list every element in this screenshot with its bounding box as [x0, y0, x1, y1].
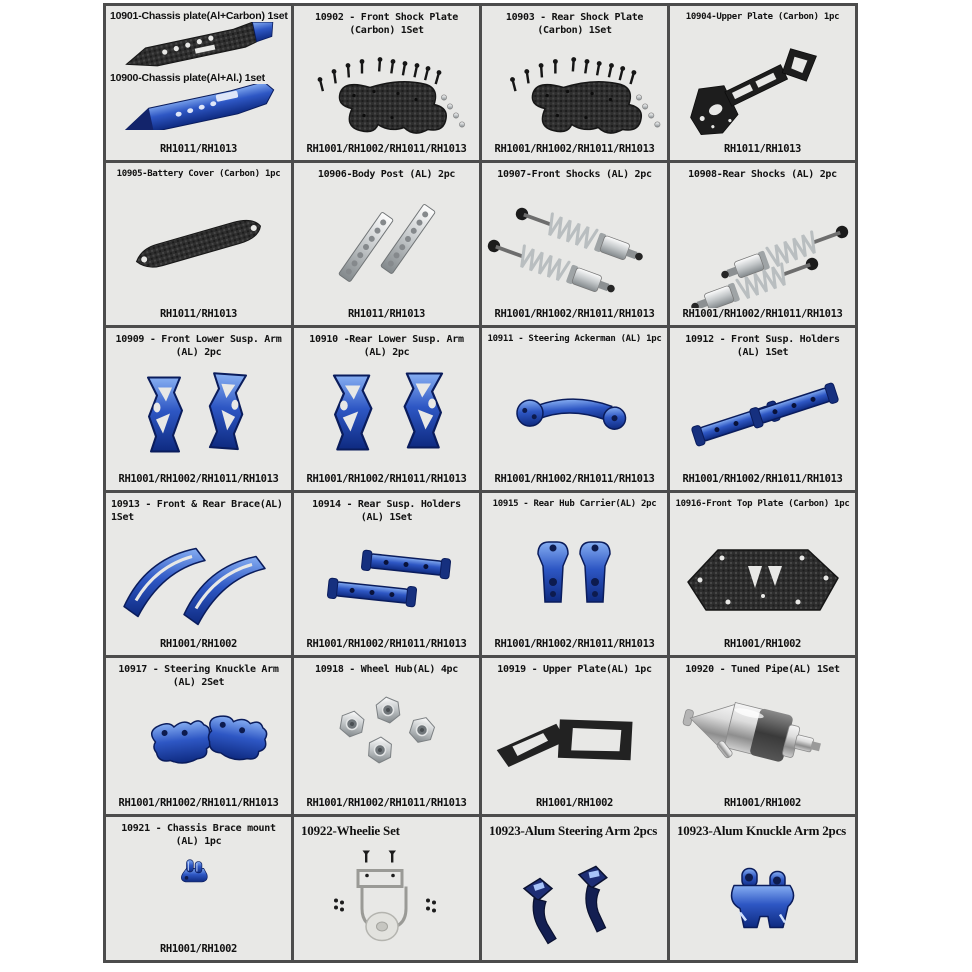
upper-plate-carbon-image [670, 24, 855, 143]
tuned-pipe-image [670, 676, 855, 797]
compat-code: RH1001/RH1002 [724, 797, 801, 809]
part-cell-10912 [670, 328, 855, 490]
chassis-plate-carbon-image [106, 22, 291, 68]
part-cell-10910 [294, 328, 479, 490]
compat-code: RH1001/RH1002/RH1011/RH1013 [306, 143, 467, 155]
compat-code: RH1001/RH1002/RH1011/RH1013 [682, 308, 843, 320]
part-title: 10914 - Rear Susp. Holders (AL) 1Set [312, 499, 461, 523]
part-title: 10911 - Steering Ackerman (AL) 1pc [487, 334, 662, 344]
compat-code: RH1001/RH1002 [160, 943, 237, 955]
compat-code: RH1001/RH1002 [724, 638, 801, 650]
alum-knuckle-arms-image [670, 839, 855, 960]
front-shock-plate-image [294, 37, 479, 143]
part-title: 10913 - Front & Rear Brace(AL) 1Set [111, 499, 283, 523]
part-title: 10910 -Rear Lower Susp. Arm (AL) 2pc [309, 334, 464, 358]
compat-code: RH1001/RH1002/RH1011/RH1013 [118, 797, 279, 809]
compat-code: RH1001/RH1002/RH1011/RH1013 [494, 308, 655, 320]
part-title: 10903 - Rear Shock Plate (Carbon) 1Set [505, 12, 644, 36]
part-title: 10904-Upper Plate (Carbon) 1pc [685, 12, 840, 22]
part-title: 10919 - Upper Plate(AL) 1pc [497, 664, 652, 675]
part-cell-10914 [294, 493, 479, 655]
part-cell-10917 [106, 658, 291, 814]
compat-code: RH1011/RH1013 [160, 143, 237, 155]
compat-code: RH1001/RH1002/RH1011/RH1013 [682, 473, 843, 485]
rear-susp-holders-image [294, 524, 479, 638]
part-cell-10920 [670, 658, 855, 814]
compat-code: RH1001/RH1002/RH1011/RH1013 [494, 638, 655, 650]
part-cell-10906 [294, 163, 479, 325]
part-title: 10912 - Front Susp. Holders (AL) 1Set [685, 334, 840, 358]
part-cell-10902 [294, 6, 479, 160]
body-posts-image [294, 181, 479, 308]
part-title: 10922-Wheelie Set [301, 823, 400, 838]
chassis-brace-mount-image [106, 848, 291, 896]
front-rear-braces-image [106, 524, 291, 638]
part-title: 10907-Front Shocks (AL) 2pc [497, 169, 652, 180]
part-cell-10916 [670, 493, 855, 655]
compat-code: RH1001/RH1002/RH1011/RH1013 [306, 638, 467, 650]
part-cell-10905 [106, 163, 291, 325]
part-cell-10922 [294, 817, 479, 960]
part-cell-10919 [482, 658, 667, 814]
part-cell-10909 [106, 328, 291, 490]
compat-code: RH1001/RH1002/RH1011/RH1013 [118, 473, 279, 485]
rear-lower-susp-arms-image [294, 359, 479, 473]
compat-code: RH1001/RH1002 [536, 797, 613, 809]
wheel-hubs-image [294, 676, 479, 797]
rear-shocks-image [670, 181, 855, 308]
compat-code: RH1011/RH1013 [724, 143, 801, 155]
part-title: 10900-Chassis plate(Al+Al.) 1set [110, 72, 265, 84]
part-title: 10923-Alum Knuckle Arm 2pcs [677, 823, 847, 838]
steering-ackerman-image [482, 346, 667, 473]
part-cell-10908 [670, 163, 855, 325]
rear-hub-carriers-image [482, 511, 667, 638]
compat-code: RH1001/RH1002/RH1011/RH1013 [306, 797, 467, 809]
part-title: 10915 - Rear Hub Carrier(AL) 2pc [492, 499, 657, 509]
front-shocks-image [482, 181, 667, 308]
alum-steering-arms-image [482, 839, 667, 960]
part-cell-10904 [670, 6, 855, 160]
compat-code: RH1011/RH1013 [160, 308, 237, 320]
front-top-plate-image [670, 511, 855, 638]
part-title: 10901-Chassis plate(Al+Carbon) 1set [110, 10, 288, 22]
part-title: 10923-Alum Steering Arm 2pcs [489, 823, 658, 838]
chassis-plate-aluminum-image [106, 84, 291, 130]
part-cell-10921 [106, 817, 291, 960]
part-title: 10902 - Front Shock Plate (Carbon) 1Set [314, 12, 458, 36]
part-cell-10913 [106, 493, 291, 655]
part-cell-10923-steering [482, 817, 667, 960]
part-cell-10901 [106, 6, 291, 160]
part-title: 10920 - Tuned Pipe(AL) 1Set [685, 664, 840, 675]
part-cell-10911 [482, 328, 667, 490]
part-title: 10908-Rear Shocks (AL) 2pc [688, 169, 837, 180]
parts-grid [103, 3, 858, 963]
front-susp-holders-image [670, 359, 855, 473]
compat-code: RH1011/RH1013 [348, 308, 425, 320]
part-cell-10907 [482, 163, 667, 325]
wheelie-set-image [294, 839, 479, 960]
compat-code: RH1001/RH1002/RH1011/RH1013 [306, 473, 467, 485]
part-cell-10918 [294, 658, 479, 814]
part-title: 10905-Battery Cover (Carbon) 1pc [116, 169, 281, 179]
part-cell-10923-knuckle [670, 817, 855, 960]
part-title: 10916-Front Top Plate (Carbon) 1pc [675, 499, 850, 509]
compat-code: RH1001/RH1002/RH1011/RH1013 [494, 473, 655, 485]
part-title: 10909 - Front Lower Susp. Arm (AL) 2pc [115, 334, 282, 358]
part-title: 10906-Body Post (AL) 2pc [317, 169, 456, 180]
part-cell-10915 [482, 493, 667, 655]
part-cell-10903 [482, 6, 667, 160]
compat-code: RH1001/RH1002 [160, 638, 237, 650]
battery-cover-image [106, 181, 291, 308]
upper-plate-al-image [482, 676, 667, 797]
part-title: 10918 - Wheel Hub(AL) 4pc [314, 664, 458, 675]
steering-knuckle-arms-image [106, 689, 291, 797]
rear-shock-plate-image [482, 37, 667, 143]
part-title: 10917 - Steering Knuckle Arm (AL) 2Set [118, 664, 279, 688]
front-lower-susp-arms-image [106, 359, 291, 473]
compat-code: RH1001/RH1002/RH1011/RH1013 [494, 143, 655, 155]
part-title: 10921 - Chassis Brace mount (AL) 1pc [121, 823, 276, 847]
